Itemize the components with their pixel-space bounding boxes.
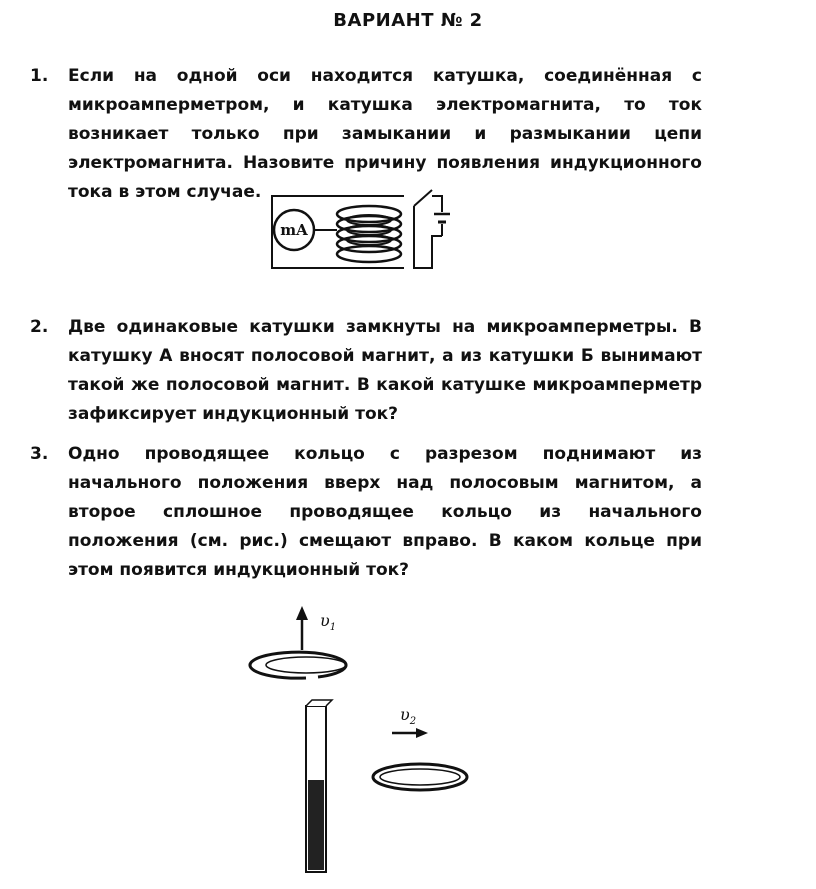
task-text: Одно проводящее кольцо с разрезом поднимают из начального положения вверх над полосовым магнитом, а второе сплошное проводящее кольцо из начального положения (см. рис.) смещают вправо. В каком кольце при этом появится индукционный ток? [68, 444, 702, 580]
page-title: ВАРИАНТ № 2 [333, 10, 483, 31]
meter-label: mA [280, 221, 308, 239]
magnet-rings-figure [240, 600, 500, 880]
coil-circuit-figure [264, 184, 464, 284]
cut-ring-icon [250, 652, 346, 678]
task-2 [30, 313, 700, 433]
arrow-right-icon [416, 728, 428, 738]
task-number: 2. [30, 317, 49, 337]
solid-ring-icon [373, 764, 467, 790]
task-1 [30, 62, 702, 202]
velocity-label-1: $\upsilon_1$ [320, 611, 337, 633]
task-number: 1. [30, 66, 49, 86]
task-3 [30, 440, 700, 590]
task-number: 3. [30, 444, 49, 464]
arrow-up-icon [296, 606, 308, 620]
task-text: Если на одной оси находится катушка, соединённая с микроамперметром, и катушка электромагнита, то ток возникает только при замыкании и размыкании цепи электромагнита. Назовите причину появления индукционного тока в этом случае. [68, 66, 702, 202]
velocity-label-2: $\upsilon_2$ [400, 705, 417, 727]
task-text: Две одинаковые катушки замкнуты на микроамперметры. В катушку А вносят полосовой магнит, а из катушки Б вынимают такой же полосовой магнит. В какой катушке микроамперметр зафиксирует индукционный ток? [68, 317, 702, 424]
